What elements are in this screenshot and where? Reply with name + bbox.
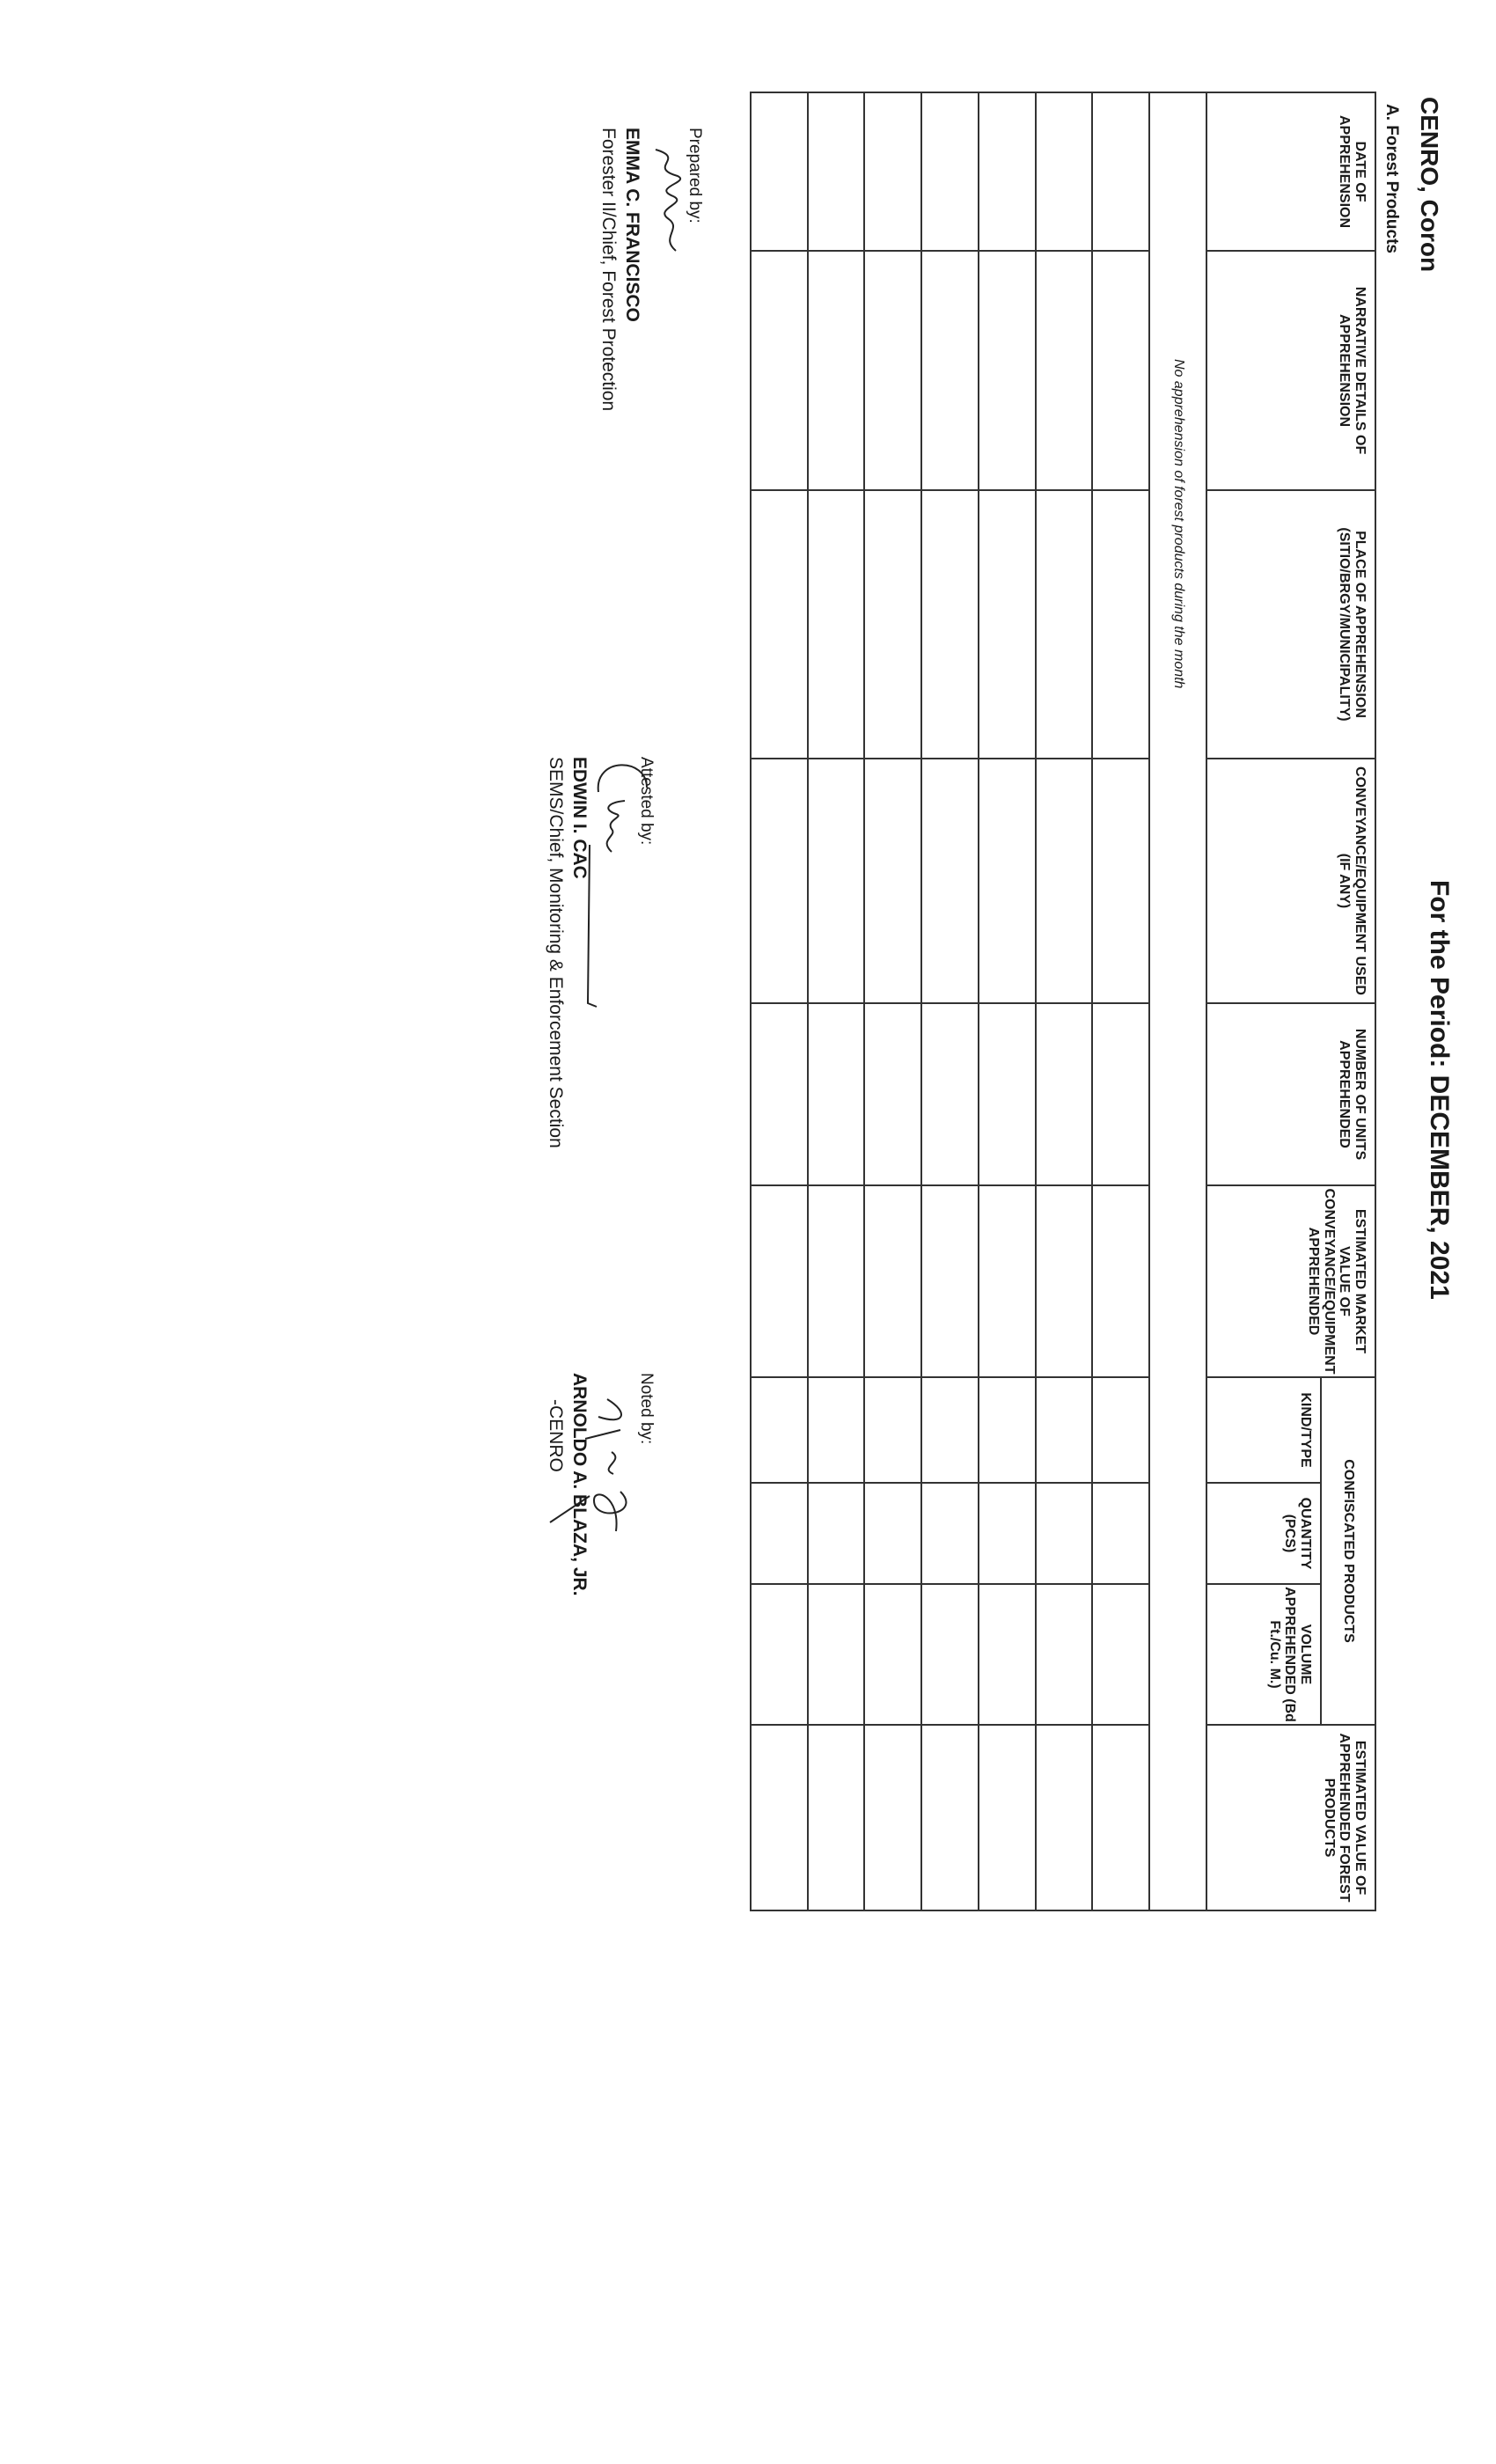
header-narrative: NARRATIVE DETAILS OF APPREHENSION	[1206, 251, 1375, 490]
noted-by-title: -CENRO	[546, 1399, 566, 1472]
header-estimated-value: ESTIMATED VALUE OF APPREHENDED FOREST PRODUCTS	[1206, 1725, 1375, 1910]
table-row	[808, 92, 865, 1910]
section-title: A. Forest Products	[1382, 104, 1401, 253]
office-title: CENRO, Coron	[1416, 97, 1443, 273]
prepared-signature	[642, 145, 695, 260]
noted-by-label: Noted by:	[637, 1373, 656, 1445]
prepared-by-name: EMMA C. FRANCISCO	[622, 128, 642, 322]
header-confiscated-products: CONFISCATED PRODUCTS	[1321, 1377, 1375, 1725]
attested-by-label: Attested by:	[637, 757, 656, 846]
noted-by-name: ARNOLDO A. BLAZA, JR.	[569, 1373, 590, 1596]
header-units: NUMBER OF UNITS APPREHENDED	[1206, 1003, 1375, 1185]
table-row	[979, 92, 1036, 1910]
attested-by-name: EDWIN I. CAC	[569, 757, 590, 879]
table-row	[1093, 92, 1150, 1910]
header-conveyance: CONVEYANCE/EQUIPMENT USED (IF ANY)	[1206, 759, 1375, 1003]
prepared-by-title: Forester II/Chief, Forest Protection	[598, 128, 619, 412]
header-date: DATE OF APPREHENSION	[1206, 92, 1375, 251]
table-row	[921, 92, 979, 1910]
header-place: PLACE OF APPREHENSION (SITIO/BRGY/MUNICIPALITY)	[1206, 490, 1375, 759]
period-title: For the Period: DECEMBER, 2021	[1425, 880, 1454, 1300]
header-market-value: ESTIMATED MARKET VALUE OF CONVEYANCE/EQUIPMENT APPREHENDED	[1206, 1185, 1375, 1377]
table-row	[1036, 92, 1093, 1910]
header-quantity: QUANTITY (PCS)	[1206, 1483, 1321, 1584]
table-row	[751, 92, 808, 1910]
header-volume: VOLUME APPREHENDED (Bd Ft./Cu. M.)	[1206, 1584, 1321, 1725]
no-apprehension-note: No apprehension of forest products during the month	[1149, 92, 1206, 1910]
prepared-by-label: Prepared by:	[686, 128, 704, 224]
table-row	[1149, 92, 1206, 1910]
header-kind: KIND/TYPE	[1206, 1377, 1321, 1483]
apprehension-table	[750, 92, 1376, 1911]
table-row	[865, 92, 922, 1910]
attested-by-title: SEMS/Chief, Monitoring & Enforcement Section	[546, 757, 566, 1148]
